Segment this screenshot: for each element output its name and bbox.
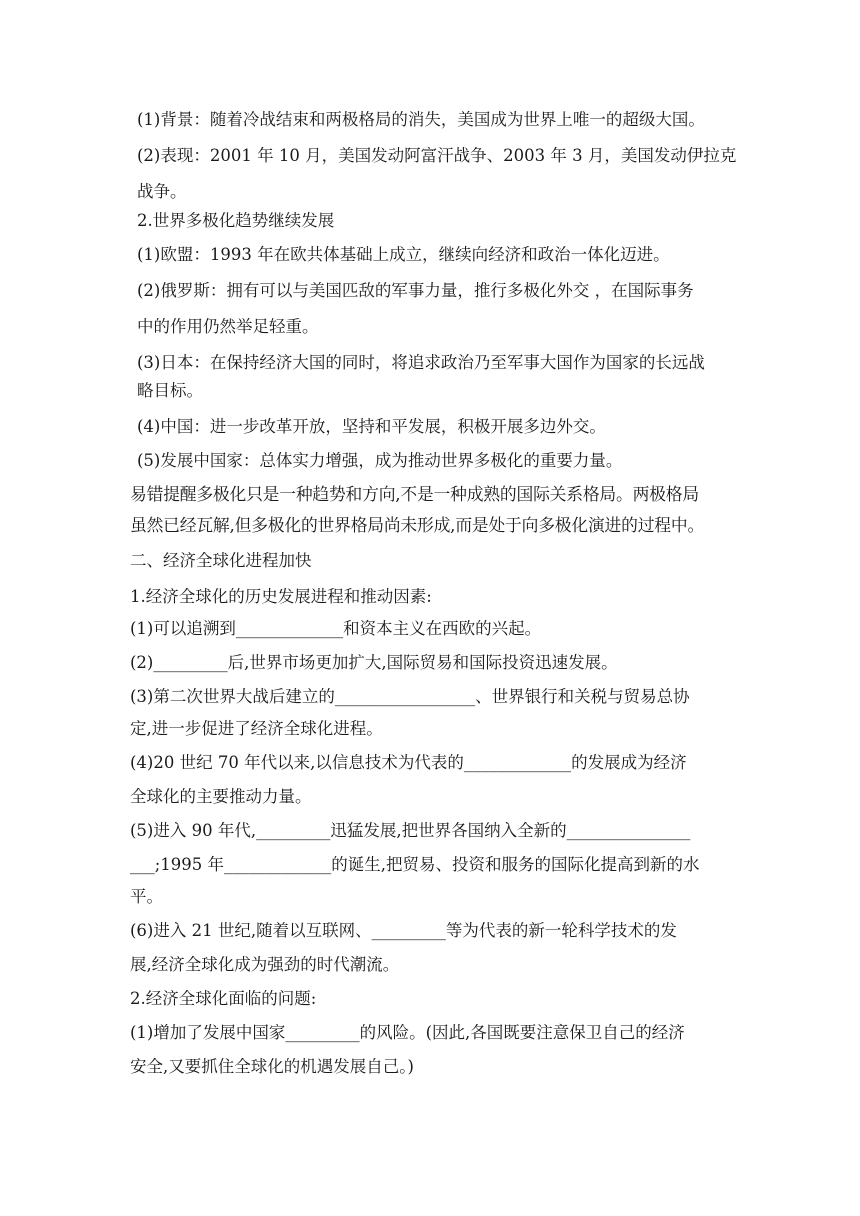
section-heading: 二、经济全球化进程加快 <box>130 551 312 570</box>
text-line: (3)第二次世界大战后建立的_________________、世界银行和关税与贸易总协 <box>130 687 690 706</box>
text-line: (1)增加了发展中国家_________的风险。(因此,各国既要注意保卫自己的经济 <box>130 1023 685 1042</box>
subsection-heading: 1.经济全球化的历史发展进程和推动因素: <box>130 587 432 606</box>
error-reminder-line: 易错提醒多极化只是一种趋势和方向,不是一种成熟的国际关系格局。两极格局 <box>130 484 699 504</box>
text-line: (3)日本：在保持经济大国的同时，将追求政治乃至军事大国作为国家的长远战 <box>137 353 705 372</box>
text-line: 安全,又要抓住全球化的机遇发展自己。) <box>130 1057 414 1076</box>
text-line: ___;1995 年_____________的诞生,把贸易、投资和服务的国际化提高到新的水 <box>130 855 700 874</box>
text-line: 战争。 <box>137 182 187 201</box>
text-line: (1)欧盟：1993 年在欧共体基础上成立，继续向经济和政治一体化迈进。 <box>137 245 670 264</box>
text-line: (6)进入 21 世纪,随着以互联网、_________等为代表的新一轮科学技术的发 <box>130 921 677 940</box>
text-line: (2)_________后,世界市场更加扩大,国际贸易和国际投资迅速发展。 <box>130 653 618 672</box>
text-line: 平。 <box>130 887 163 906</box>
text-line: (5)发展中国家：总体实力增强，成为推动世界多极化的重要力量。 <box>137 451 623 470</box>
text-line: 全球化的主要推动力量。 <box>130 787 312 806</box>
error-reminder-line: 虽然已经瓦解,但多极化的世界格局尚未形成,而是处于向多极化演进的过程中。 <box>130 515 705 535</box>
text-line: (2)表现：2001 年 10 月，美国发动阿富汗战争、2003 年 3 月，美国发动伊拉克 <box>137 146 737 165</box>
text-line: 中的作用仍然举足轻重。 <box>137 317 319 336</box>
text-line: 略目标。 <box>137 381 203 400</box>
text-line: (1)可以追溯到_____________和资本主义在西欧的兴起。 <box>130 619 542 638</box>
text-line: 展,经济全球化成为强劲的时代潮流。 <box>130 955 400 974</box>
text-line: (1)背景：随着冷战结束和两极格局的消失，美国成为世界上唯一的超级大国。 <box>137 110 705 129</box>
text-line: (2)俄罗斯：拥有可以与美国匹敌的军事力量，推行多极化外交 ，在国际事务 <box>137 281 694 300</box>
text-line: 定,进一步促进了经济全球化进程。 <box>130 719 383 738</box>
text-line: (5)进入 90 年代,_________迅猛发展,把世界各国纳入全新的_______________ <box>130 821 691 840</box>
subsection-heading: 2.经济全球化面临的问题: <box>130 989 317 1008</box>
section-heading: 2.世界多极化趋势继续发展 <box>137 211 335 230</box>
text-line: (4)中国：进一步改革开放，坚持和平发展，积极开展多边外交。 <box>137 417 606 436</box>
text-line: (4)20 世纪 70 年代以来,以信息技术为代表的_____________的发展成为经济 <box>130 753 687 772</box>
